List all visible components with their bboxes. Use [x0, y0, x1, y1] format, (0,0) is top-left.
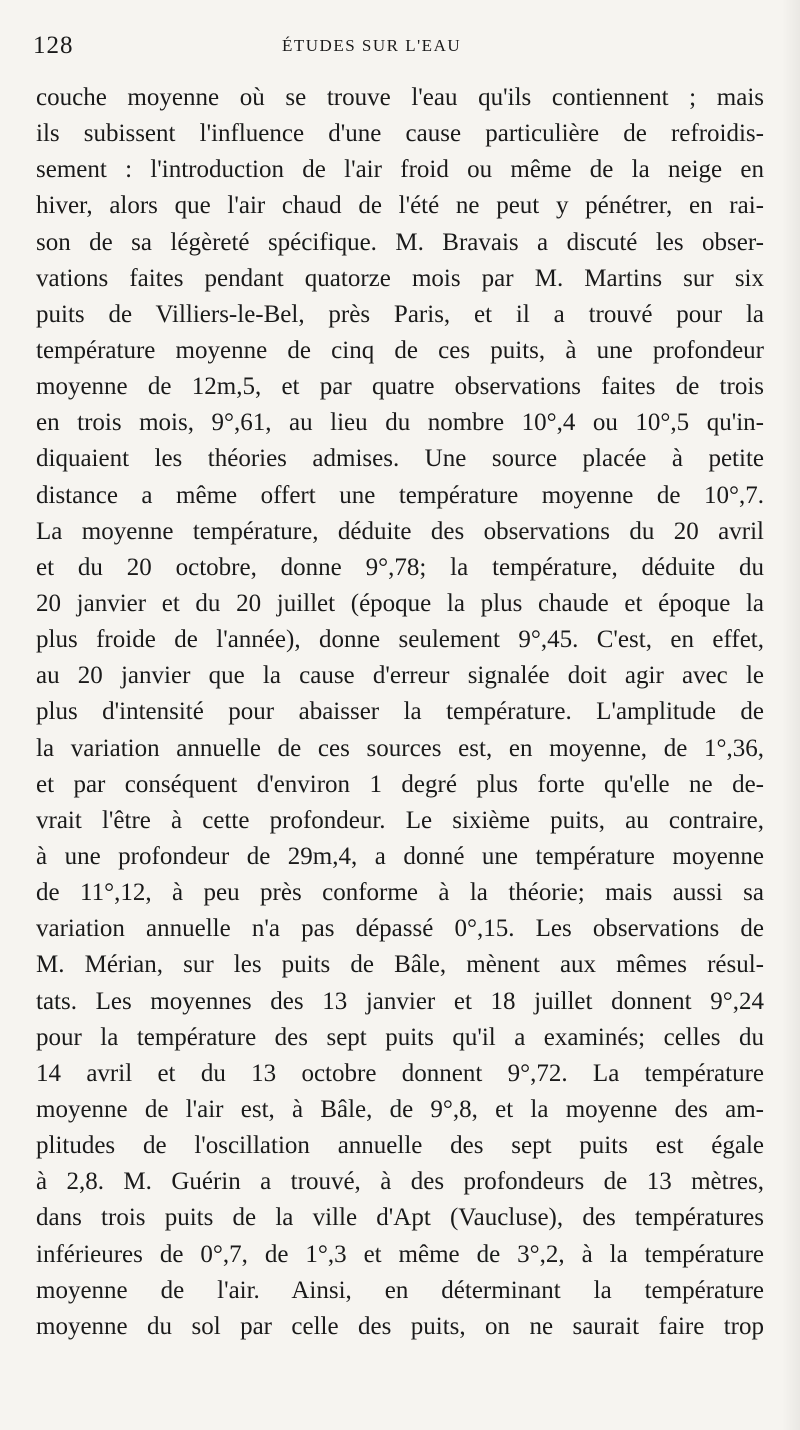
text-line: inférieures de 0°,7, de 1°,3 et même de 3°,2, à la température — [36, 1240, 764, 1268]
text-line: variation annuelle n'a pas dépassé 0°,15. Les observations de — [36, 915, 764, 943]
text-line: hiver, alors que l'air chaud de l'été ne peut y pénétrer, en rai- — [36, 192, 764, 220]
text-line: tats. Les moyennes des 13 janvier et 18 juillet donnent 9°,24 — [36, 987, 764, 1015]
text-line: de 11°,12, à peu près conforme à la théorie; mais aussi sa — [36, 879, 764, 907]
text-line: vations faites pendant quatorze mois par M. Martins sur six — [36, 264, 764, 292]
text-line: plitudes de l'oscillation annuelle des sept puits est égale — [36, 1132, 764, 1160]
text-line: M. Mérian, sur les puits de Bâle, mènent aux mêmes résul- — [36, 951, 764, 979]
text-line: moyenne de l'air. Ainsi, en déterminant la température — [36, 1276, 764, 1304]
text-line: moyenne de 12m,5, et par quatre observations faites de trois — [36, 373, 764, 401]
text-line: La moyenne température, déduite des observations du 20 avril — [36, 517, 764, 545]
text-line: moyenne de l'air est, à Bâle, de 9°,8, et la moyenne des am- — [36, 1095, 764, 1123]
text-line: diquaient les théories admises. Une source placée à petite — [36, 445, 764, 473]
running-title: ÉTUDES SUR L'EAU — [282, 36, 462, 55]
text-line: dans trois puits de la ville d'Apt (Vaucluse), des températures — [36, 1204, 764, 1232]
running-head — [0, 32, 800, 62]
text-line: au 20 janvier que la cause d'erreur signalée doit agir avec le — [36, 662, 764, 690]
text-line: couche moyenne où se trouve l'eau qu'ils contiennent ; mais — [36, 84, 764, 111]
text-line: vrait l'être à cette profondeur. Le sixième puits, au contraire, — [36, 806, 764, 834]
text-line: et par conséquent d'environ 1 degré plus forte qu'elle ne de- — [36, 770, 764, 798]
text-line: 14 avril et du 13 octobre donnent 9°,72. La température — [36, 1059, 764, 1087]
text-line: son de sa légèreté spécifique. M. Bravais a discuté les obser- — [36, 228, 764, 256]
text-line: en trois mois, 9°,61, au lieu du nombre 10°,4 ou 10°,5 qu'in- — [36, 409, 764, 437]
text-line: 20 janvier et du 20 juillet (époque la plus chaude et époque la — [36, 589, 764, 617]
text-line: à une profondeur de 29m,4, a donné une température moyenne — [36, 842, 764, 870]
text-line: température moyenne de cinq de ces puits, à une profondeur — [36, 336, 764, 364]
text-line: puits de Villiers-le-Bel, près Paris, et il a trouvé pour la — [36, 300, 764, 328]
text-line: moyenne du sol par celle des puits, on ne saurait faire trop — [36, 1312, 764, 1340]
page-edge-shadow — [782, 0, 800, 1430]
text-line: et du 20 octobre, donne 9°,78; la température, déduite du — [36, 553, 764, 581]
text-line: la variation annuelle de ces sources est, en moyenne, de 1°,36, — [36, 734, 764, 762]
text-line: à 2,8. M. Guérin a trouvé, à des profondeurs de 13 mètres, — [36, 1168, 764, 1196]
text-line: pour la température des sept puits qu'il a examinés; celles du — [36, 1023, 764, 1051]
body-text — [36, 80, 764, 1345]
text-line: distance a même offert une température moyenne de 10°,7. — [36, 481, 764, 509]
text-line: ils subissent l'influence d'une cause particulière de refroidis- — [36, 120, 764, 148]
text-line: plus d'intensité pour abaisser la température. L'amplitude de — [36, 698, 764, 726]
text-line: sement : l'introduction de l'air froid ou même de la neige en — [36, 156, 764, 184]
text-line: plus froide de l'année), donne seulement 9°,45. C'est, en effet, — [36, 626, 764, 654]
page-number: 128 — [33, 32, 74, 59]
